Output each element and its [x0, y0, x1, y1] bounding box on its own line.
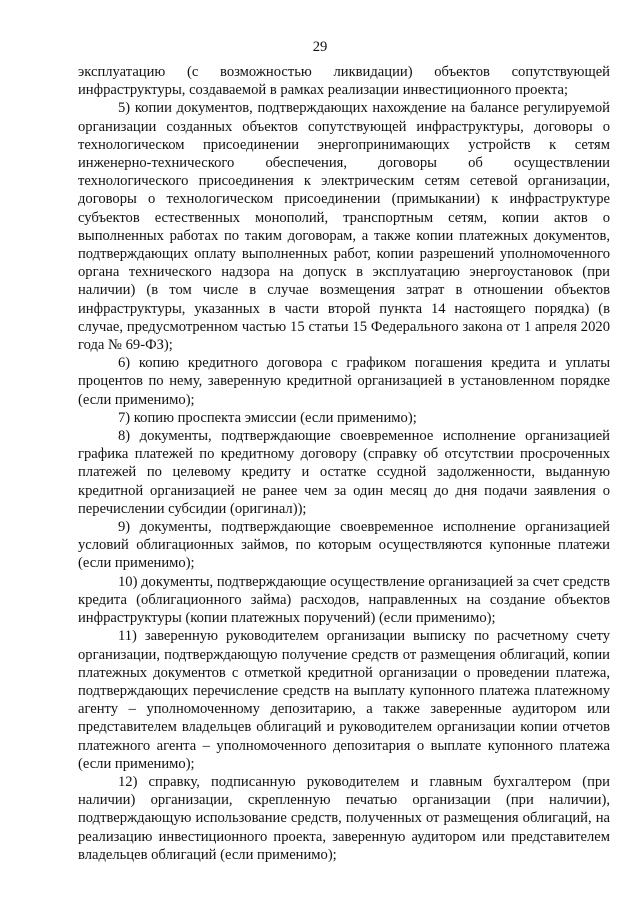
list-item-7: 7) копию проспекта эмиссии (если применимо); — [118, 409, 417, 426]
list-item-9: 9) документы, подтверждающие своевременное исполнение организацией условий облигационных займов, по которым осуществляются купонные платежи (если применимо); — [78, 519, 610, 572]
list-item-10: 10) документы, подтверждающие осуществление организацией за счет средств кредита (облигационного займа) расходов, направленных на создание объектов инфраструктуры (копии платежных поручений) (если применимо); — [78, 573, 610, 627]
list-item-12: 12) справку, подписанную руководителем и главным бухгалтером (при наличии) организации, скрепленную печатью организации (при наличии), подтверждающую использование средств, полученных от размещения облигаций, на реализацию инвестиционного проекта, заверенную аудитором или представителем владельцев облигаций (если применимо); — [78, 773, 610, 863]
page-number: 29 — [312, 39, 328, 55]
list-item-8: 8) документы, подтверждающие своевременное исполнение организацией графика платежей по кредитному договору (справку об отсутствии просроченных платежей по целевому кредиту и остатке ссудной задолженности, выданную кредитной организацией не ранее чем за один месяц до дня подачи заявления о перечислении субсидии (оригинал)); — [78, 428, 610, 517]
list-item-5: 5) копии документов, подтверждающих нахождение на балансе регулируемой организации созданных объектов сопутствующей инфраструктуры, договоры о технологическом присоединении энергопринимающих устройств к сетям инженерно-технического обеспечения, договоры об осуществлении технологического присоединения к электрическим сетям сетевой организации, договоры о технологическом присоединении (примыкании) к инфраструктуре субъектов естественных монополий, транспортным сетям, копии актов о выполненных работах по таким договорам, а также копии платежных документов, подтверждающих оплату выполненных работ, копии разрешений уполномоченного органа технического надзора на допуск в эксплуатацию энергоустановок (при наличии) (в том числе в случае возмещения затрат в отношении объектов инфраструктуры, указанных в части второй пункта 14 настоящего порядка) (в случае, предусмотренном частью 15 статьи 15 Федерального закона от 1 апреля 2020 года № 69-ФЗ); — [78, 100, 610, 354]
list-item-11: 11) заверенную руководителем организации выписку по расчетному счету организации, подтверждающую получение средств от размещения облигаций, копии платежных документов с отметкой кредитной организации о проведении платежа, подтверждающих перечисление средств на выплату купонного платежа платежному агенту – уполномоченному депозитарию, а также заверенные аудитором или представителем владельцев облигаций и руководителем организации копии отчетов платежного агента – уполномоченного депозитария о выплате купонного платежа (если применимо); — [78, 628, 610, 772]
page-body — [78, 63, 610, 864]
list-item-6: 6) копию кредитного договора с графиком погашения кредита и уплаты процентов по нему, заверенную кредитной организацией в установленном порядке (если применимо); — [78, 355, 610, 408]
paragraph-continuation: эксплуатацию (с возможностью ликвидации) объектов сопутствующей инфраструктуры, создаваемой в рамках реализации инвестиционного проекта; — [78, 64, 610, 99]
